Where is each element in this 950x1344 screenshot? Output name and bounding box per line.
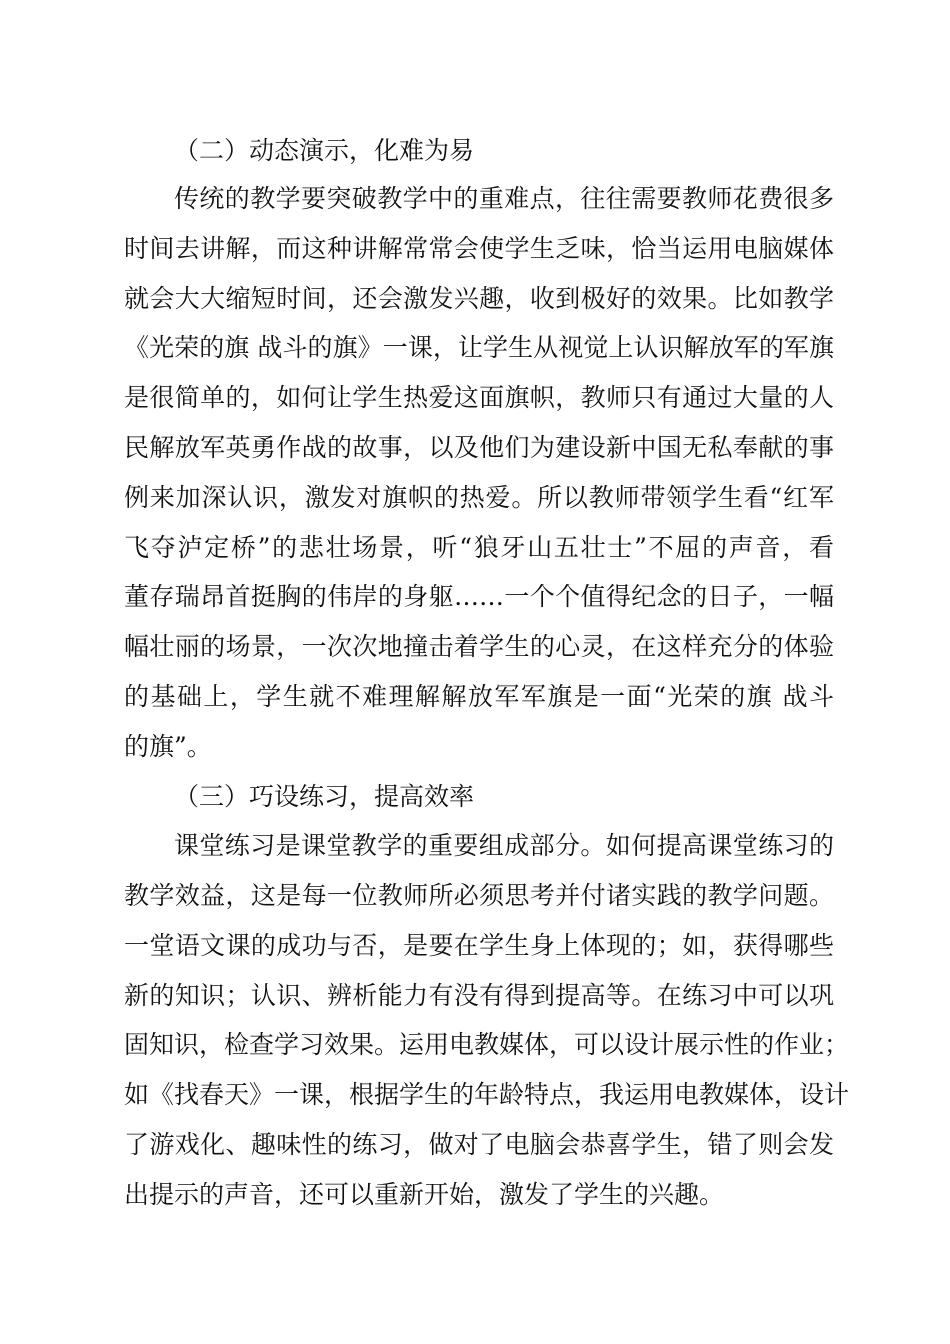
paragraph-line: 例来加深认识，激发对旗帜的热爱。所以教师带领学生看“红军 bbox=[124, 483, 834, 512]
paragraph-line: 是很简单的，如何让学生热爱这面旗帜，教师只有通过大量的人 bbox=[124, 383, 834, 412]
paragraph-line: 时间去讲解，而这种讲解常常会使学生乏味，恰当运用电脑媒体 bbox=[124, 234, 834, 263]
paragraph-line: 飞夺泸定桥”的悲壮场景，听“狼牙山五壮士”不屈的声音，看 bbox=[124, 533, 834, 562]
paragraph-line: 就会大大缩短时间，还会激发兴趣，收到极好的效果。比如教学 bbox=[124, 284, 834, 313]
paragraph-line: 教学效益，这是每一位教师所必须思考并付诸实践的教学问题。 bbox=[124, 881, 834, 910]
paragraph-line: 新的知识；认识、辨析能力有没有得到提高等。在练习中可以巩 bbox=[124, 981, 834, 1010]
section-heading-2: （二）动态演示，化难为易 bbox=[174, 136, 475, 165]
paragraph-line: 课堂练习是课堂教学的重要组成部分。如何提高课堂练习的 bbox=[174, 831, 834, 860]
paragraph-line: 《光荣的旗 战斗的旗》一课，让学生从视觉上认识解放军的军旗 bbox=[124, 333, 834, 362]
paragraph-line: 固知识，检查学习效果。运用电教媒体，可以设计展示性的作业； bbox=[124, 1030, 850, 1059]
paragraph-line: 的基础上，学生就不难理解解放军军旗是一面“光荣的旗 战斗 bbox=[124, 682, 834, 711]
paragraph-line: 民解放军英勇作战的故事，以及他们为建设新中国无私奉献的事 bbox=[124, 433, 834, 462]
paragraph-line: 的旗”。 bbox=[124, 732, 212, 761]
paragraph-line: 董存瑞昂首挺胸的伟岸的身躯……一个个值得纪念的日子，一幅 bbox=[124, 582, 834, 611]
paragraph-line: 一堂语文课的成功与否，是要在学生身上体现的；如，获得哪些 bbox=[124, 931, 834, 960]
paragraph-line: 传统的教学要突破教学中的重难点，往往需要教师花费很多 bbox=[174, 184, 834, 213]
paragraph-line: 出提示的声音，还可以重新开始，激发了学生的兴趣。 bbox=[124, 1180, 725, 1209]
paragraph-line: 幅壮丽的场景，一次次地撞击着学生的心灵，在这样充分的体验 bbox=[124, 632, 834, 661]
section-heading-3: （三）巧设练习，提高效率 bbox=[174, 782, 475, 811]
paragraph-line: 如《找春天》一课，根据学生的年龄特点，我运用电教媒体，设计 bbox=[124, 1080, 850, 1109]
paragraph-line: 了游戏化、趣味性的练习，做对了电脑会恭喜学生，错了则会发 bbox=[124, 1130, 834, 1159]
